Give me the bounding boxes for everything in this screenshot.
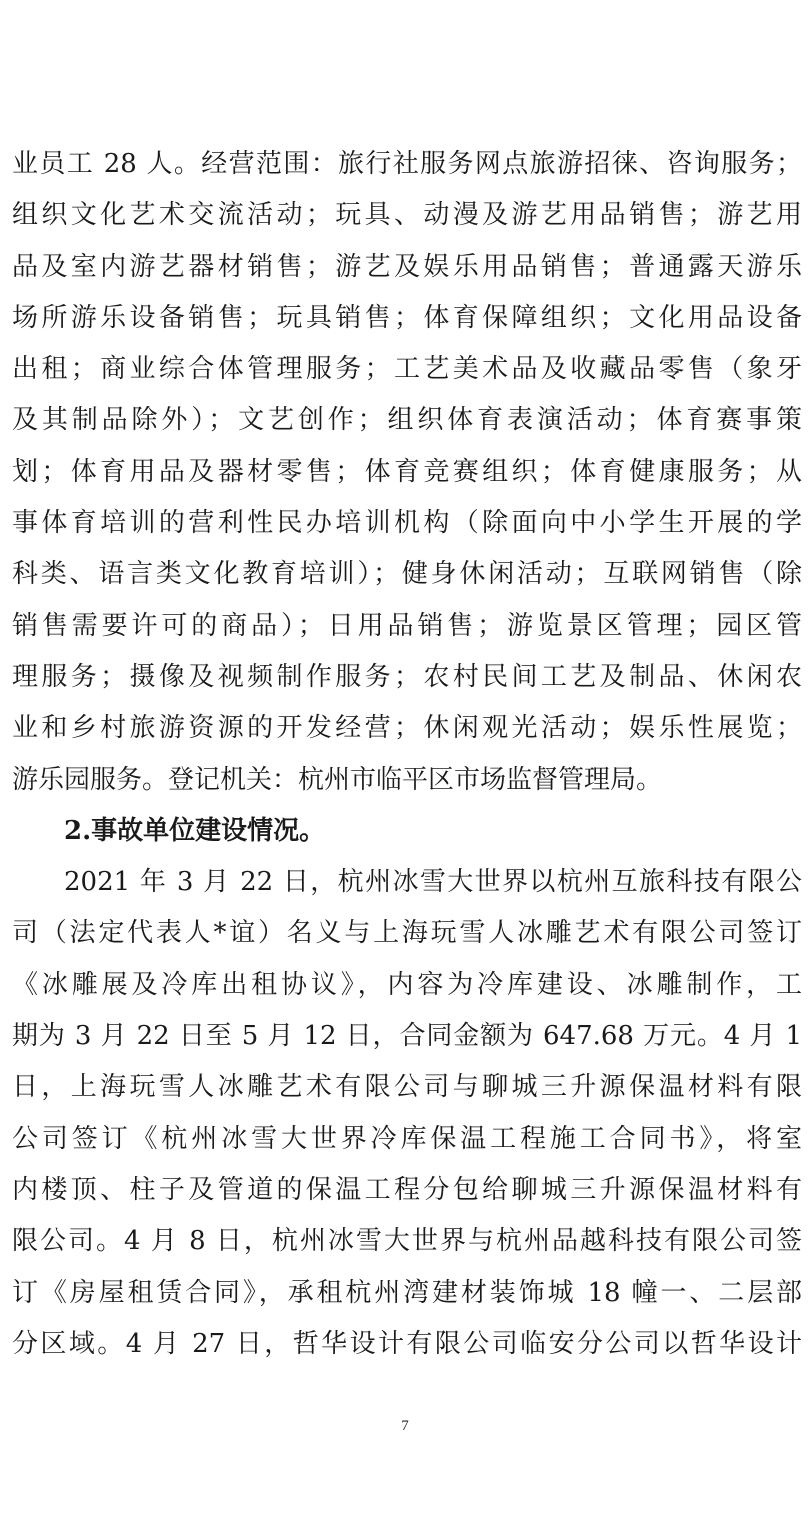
text-line: 场所游乐设备销售；玩具销售；体育保障组织；文化用品设备 [12,302,802,333]
text-line: 组织文化艺术交流活动；玩具、动漫及游艺用品销售；游艺用 [12,200,802,231]
text-line: 内楼顶、柱子及管道的保温工程分包给聊城三升源保温材料有 [12,1174,802,1205]
text-line: 事体育培训的营利性民办培训机构（除面向中小学生开展的学 [12,508,802,539]
page-number: 7 [401,1418,409,1434]
text-line: 及其制品除外）；文艺创作；组织体育表演活动；体育赛事策 [12,405,802,436]
text-line: 理服务；摄像及视频制作服务；农村民间工艺及制品、休闲农 [12,661,802,692]
text-line: 司（法定代表人*谊）名义与上海玩雪人冰雕艺术有限公司签订 [12,918,802,949]
paragraph-construction [12,857,802,1370]
text-line: 业和乡村旅游资源的开发经营；休闲观光活动；娱乐性展览； [12,713,802,744]
text-line: 限公司。4 月 8 日，杭州冰雪大世界与杭州品越科技有限公司签 [12,1226,802,1257]
text-line: 出租；商业综合体管理服务；工艺美术品及收藏品零售（象牙 [12,354,802,385]
section-heading: 2.事故单位建设情况。 [64,815,326,846]
text-line: 2021 年 3 月 22 日，杭州冰雪大世界以杭州互旅科技有限公 [64,867,802,898]
text-line: 分区域。4 月 27 日，哲华设计有限公司临安分公司以哲华设计 [12,1328,802,1359]
paragraph-business-scope [12,139,802,806]
text-line: 《冰雕展及冷库出租协议》，内容为冷库建设、冰雕制作，工 [12,969,802,1000]
body-text [12,139,802,1370]
text-line: 公司签订《杭州冰雪大世界冷库保温工程施工合同书》，将室 [12,1123,802,1154]
text-line: 订《房屋租赁合同》，承租杭州湾建材装饰城 18 幢一、二层部 [12,1277,802,1308]
text-line: 科类、语言类文化教育培训）；健身休闲活动；互联网销售（除 [12,559,802,590]
text-line: 划；体育用品及器材零售；体育竞赛组织；体育健康服务；从 [12,456,802,487]
text-line: 销售需要许可的商品）；日用品销售；游览景区管理；园区管 [12,610,802,641]
text-line: 业员工 28 人。经营范围：旅行社服务网点旅游招徕、咨询服务； [12,149,802,179]
text-line: 期为 3 月 22 日至 5 月 12 日，合同金额为 647.68 万元。4 月 1 [12,1021,802,1052]
text-line: 日，上海玩雪人冰雕艺术有限公司与聊城三升源保温材料有限 [12,1072,802,1103]
text-line: 游乐园服务。登记机关：杭州市临平区市场监督管理局。 [12,764,663,795]
text-line: 品及室内游艺器材销售；游艺及娱乐用品销售；普通露天游乐 [12,251,802,282]
